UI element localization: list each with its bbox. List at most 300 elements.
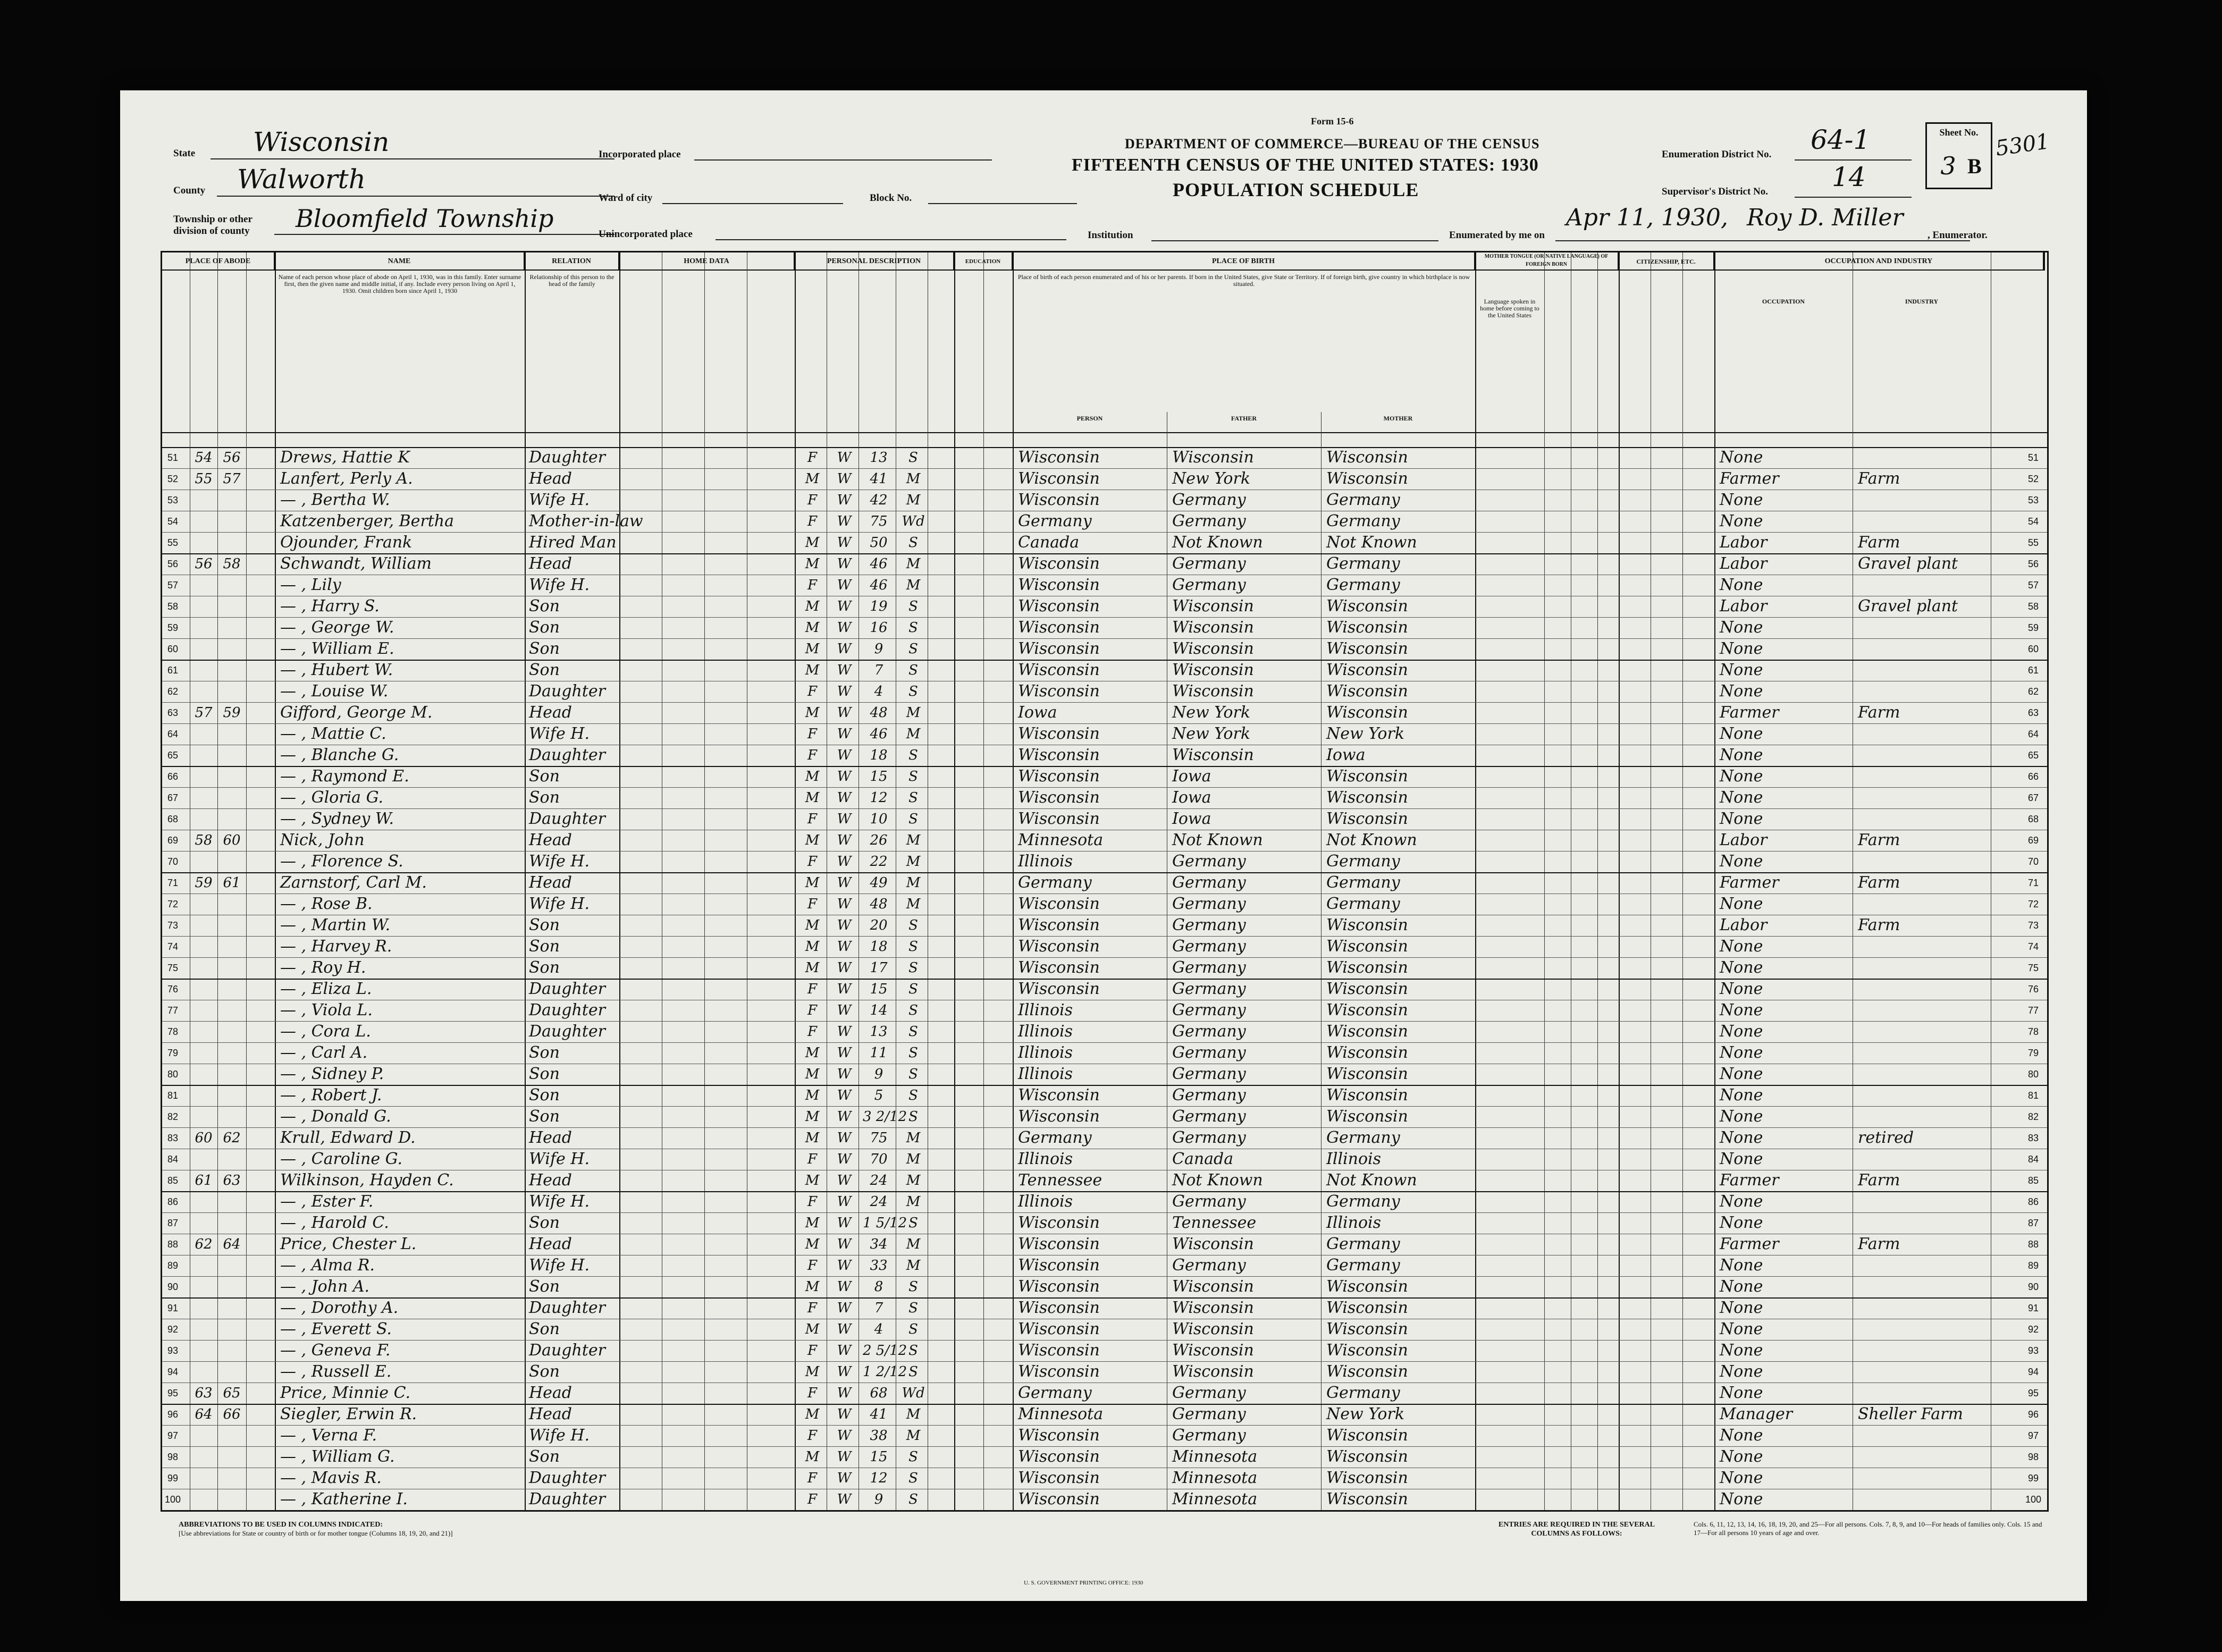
dwelling-number [190, 617, 217, 638]
family-number [217, 532, 246, 553]
person-name: — , Geneva F. [280, 1341, 391, 1360]
relation: Son [529, 1447, 560, 1466]
mother-birthplace: Germany [1326, 1192, 1400, 1211]
occupation: Farmer [1720, 703, 1779, 722]
father-birthplace: Not Known [1172, 831, 1263, 849]
marital: S [908, 1066, 918, 1082]
line-number: 78 [167, 1026, 179, 1037]
father-birthplace: Wisconsin [1172, 1235, 1254, 1253]
marital: M [906, 556, 921, 572]
supervisor-value: 14 [1832, 162, 1866, 192]
person-name: — , Russell E. [280, 1362, 392, 1381]
father-birthplace: Germany [1172, 554, 1246, 573]
sex: M [805, 1321, 820, 1337]
occupation: None [1720, 1320, 1763, 1338]
sex: F [807, 1343, 818, 1359]
sex: F [807, 981, 818, 997]
line-number-right: 80 [2027, 1069, 2039, 1080]
industry: Farm [1858, 703, 1900, 722]
mother-birthplace: Germany [1326, 491, 1400, 509]
person-name: — , Hubert W. [280, 661, 393, 679]
dwelling-number [190, 1297, 217, 1319]
line-number-right: 57 [2027, 580, 2039, 591]
mother-birthplace: Wisconsin [1326, 1490, 1408, 1508]
person-name: — , Rose B. [280, 895, 373, 913]
age: 26 [870, 832, 888, 848]
relation: Wife H. [529, 895, 590, 913]
race: W [837, 1258, 852, 1274]
race: W [837, 1194, 852, 1210]
line-number: 82 [167, 1111, 179, 1122]
relation: Son [529, 767, 560, 786]
line-number-right: 59 [2027, 622, 2039, 633]
race: W [837, 1066, 852, 1082]
table-row [162, 1468, 2047, 1489]
enumerator-name: Roy D. Miller [1747, 204, 1904, 231]
relation: Head [529, 1171, 573, 1190]
race: W [837, 1130, 852, 1146]
table-row [162, 1489, 2047, 1511]
industry [1858, 1000, 1991, 1021]
family-number [217, 1276, 246, 1297]
father-birthplace: Germany [1172, 491, 1246, 509]
mother-birthplace: Germany [1326, 1384, 1400, 1402]
marital: M [906, 1428, 921, 1444]
race: W [837, 1236, 852, 1252]
age: 1 2/12 [863, 1364, 907, 1380]
occupation: None [1720, 980, 1763, 998]
marital: M [906, 1130, 921, 1146]
line-number-right: 53 [2027, 495, 2039, 505]
table-row [162, 851, 2047, 873]
sex: F [807, 1470, 818, 1486]
family-number [217, 596, 246, 617]
person-name: — , Viola L. [280, 1001, 373, 1019]
father-birthplace: Germany [1172, 512, 1246, 530]
occupation: None [1720, 1213, 1763, 1232]
father-birthplace: Germany [1172, 1022, 1246, 1041]
sex: M [805, 1130, 820, 1146]
mother-birthplace: New York [1326, 724, 1404, 743]
line-number-right: 86 [2027, 1196, 2039, 1207]
relation: Son [529, 1107, 560, 1126]
age: 15 [870, 981, 888, 997]
father-birthplace: Canada [1172, 1150, 1234, 1168]
father-birthplace: Germany [1172, 1043, 1246, 1062]
industry [1858, 808, 1991, 830]
birthplace: Wisconsin [1018, 618, 1100, 637]
line-number: 66 [167, 771, 179, 782]
line-number: 89 [167, 1260, 179, 1271]
table-row [162, 723, 2047, 745]
dwelling-number [190, 1106, 217, 1127]
industry [1858, 1297, 1991, 1319]
marital: S [908, 811, 918, 827]
age: 9 [874, 1491, 883, 1507]
relation: Head [529, 831, 573, 849]
occupation: Farmer [1720, 469, 1779, 488]
birthplace: Illinois [1018, 1150, 1073, 1168]
line-number-right: 88 [2027, 1239, 2039, 1250]
birth-column-header: Place of birth of each person enumerated and of his or her parents. If born in the United States, give State or Territory. If of foreign birth, give country in which birthplace is now situated. [1017, 273, 1470, 288]
county-label: County [173, 185, 206, 196]
person-name: — , Ester F. [280, 1192, 374, 1211]
line-number-right: 82 [2027, 1111, 2039, 1122]
family-number [217, 851, 246, 872]
relation: Wife H. [529, 576, 590, 594]
mother-birthplace: Wisconsin [1326, 1341, 1408, 1360]
table-row [162, 1042, 2047, 1064]
line-number: 51 [167, 452, 179, 463]
occupation: None [1720, 746, 1763, 764]
line-number: 56 [167, 559, 179, 569]
marital: M [906, 577, 921, 593]
mother-birthplace: Wisconsin [1326, 639, 1408, 658]
birthplace: Wisconsin [1018, 916, 1100, 934]
mother-birthplace: Germany [1326, 1235, 1400, 1253]
birthplace: Wisconsin [1018, 682, 1100, 701]
sex: F [807, 1258, 818, 1274]
table-row [162, 681, 2047, 703]
marital: S [908, 1321, 918, 1337]
race: W [837, 832, 852, 848]
father-birthplace: Germany [1172, 895, 1246, 913]
family-number [217, 1212, 246, 1234]
marital: S [908, 662, 918, 678]
department-title: DEPARTMENT OF COMMERCE—BUREAU OF THE CENSUS [1125, 136, 1540, 151]
father-birthplace: Germany [1172, 1086, 1246, 1105]
dwelling-number [190, 681, 217, 702]
sex: F [807, 577, 818, 593]
line-number: 85 [167, 1175, 179, 1186]
father-birthplace: Germany [1172, 980, 1246, 998]
occupation: None [1720, 1447, 1763, 1466]
occupation: Labor [1720, 916, 1768, 934]
birthplace: Germany [1018, 1128, 1092, 1147]
age: 75 [870, 513, 888, 529]
family-number [217, 1085, 246, 1106]
race: W [837, 1364, 852, 1380]
race: W [837, 917, 852, 933]
race: W [837, 1470, 852, 1486]
father-birthplace: Germany [1172, 1128, 1246, 1147]
age: 14 [870, 1002, 888, 1018]
person-name: Lanfert, Perly A. [280, 469, 413, 488]
table-row [162, 1340, 2047, 1362]
line-number: 88 [167, 1239, 179, 1250]
dwelling-number [190, 745, 217, 766]
line-number: 97 [167, 1430, 179, 1441]
sex: M [805, 1215, 820, 1231]
mother-birthplace: Wisconsin [1326, 1426, 1408, 1445]
relation: Daughter [529, 1341, 605, 1360]
dwelling-number [190, 851, 217, 872]
person-name: Krull, Edward D. [280, 1128, 416, 1147]
mother-birthplace: Germany [1326, 852, 1400, 871]
industry [1858, 957, 1991, 979]
line-number: 77 [167, 1005, 179, 1016]
marital: M [906, 705, 921, 721]
age: 13 [870, 450, 888, 466]
age: 42 [870, 492, 888, 508]
line-number: 59 [167, 622, 179, 633]
industry [1858, 1340, 1991, 1361]
sex: F [807, 896, 818, 912]
father-birthplace: Wisconsin [1172, 1299, 1254, 1317]
marital: S [908, 1449, 918, 1465]
industry [1858, 979, 1991, 1000]
race: W [837, 1343, 852, 1359]
line-number-right: 81 [2027, 1090, 2039, 1101]
line-number: 79 [167, 1048, 179, 1058]
line-number: 54 [167, 516, 179, 527]
relation: Wife H. [529, 491, 590, 509]
industry [1858, 1191, 1991, 1212]
person-name: Katzenberger, Bertha [280, 512, 454, 530]
sex: M [805, 1066, 820, 1082]
line-number-right: 90 [2027, 1282, 2039, 1292]
marital: S [908, 1343, 918, 1359]
father-column-header: FATHER [1231, 415, 1257, 422]
relation: Daughter [529, 1469, 605, 1487]
father-birthplace: Wisconsin [1172, 639, 1254, 658]
age: 48 [870, 896, 888, 912]
mother-birthplace: Germany [1326, 873, 1400, 892]
dwelling-number: 55 [195, 471, 213, 487]
age: 12 [870, 790, 888, 806]
age: 2 5/12 [863, 1343, 907, 1359]
dwelling-number: 59 [195, 875, 213, 891]
table-row [162, 1404, 2047, 1426]
marital: M [906, 1258, 921, 1274]
person-name: — , Caroline G. [280, 1150, 403, 1168]
sex: M [805, 1364, 820, 1380]
sex: M [805, 599, 820, 614]
sex: M [805, 705, 820, 721]
occupation: None [1720, 618, 1763, 637]
father-birthplace: Iowa [1172, 767, 1211, 786]
dwelling-number [190, 1319, 217, 1340]
person-column-header: PERSON [1076, 415, 1103, 422]
industry [1858, 1276, 1991, 1297]
person-name: Zarnstorf, Carl M. [280, 873, 427, 892]
sheet-letter: B [1967, 154, 1982, 178]
printer-note: U. S. GOVERNMENT PRINTING OFFICE: 1930 [1024, 1580, 1143, 1586]
line-number-right: 62 [2027, 686, 2039, 697]
person-name: — , Raymond E. [280, 767, 409, 786]
table-row [162, 1425, 2047, 1447]
industry [1858, 1383, 1991, 1404]
line-number-right: 94 [2027, 1367, 2039, 1377]
dwelling-number [190, 1425, 217, 1446]
line-number: 62 [167, 686, 179, 697]
family-number [217, 1064, 246, 1085]
abbreviations-title: ABBREVIATIONS TO BE USED IN COLUMNS INDICATED: [179, 1521, 383, 1529]
dwelling-number [190, 1191, 217, 1212]
table-row [162, 979, 2047, 1000]
relation: Hired Man [529, 533, 617, 552]
age: 3 2/12 [863, 1109, 907, 1125]
line-number: 63 [167, 707, 179, 718]
age: 10 [870, 811, 888, 827]
dwelling-number [190, 915, 217, 936]
race: W [837, 556, 852, 572]
relation: Son [529, 1213, 560, 1232]
table-row [162, 660, 2047, 681]
person-name: Drews, Hattie K [280, 448, 410, 467]
marital: M [906, 854, 921, 870]
race: W [837, 705, 852, 721]
family-number: 61 [223, 875, 241, 891]
sex: M [805, 1109, 820, 1125]
birthplace: Illinois [1018, 1192, 1073, 1211]
race: W [837, 599, 852, 614]
marital: S [908, 981, 918, 997]
relation: Son [529, 1320, 560, 1338]
line-number: 86 [167, 1196, 179, 1207]
language-column-header: Language spoken in home before coming to the United States [1480, 298, 1539, 319]
dwelling-number [190, 511, 217, 532]
dwelling-number [190, 1042, 217, 1064]
birthplace: Wisconsin [1018, 1490, 1100, 1508]
industry: Farm [1858, 1171, 1900, 1190]
birthplace: Wisconsin [1018, 1469, 1100, 1487]
occupation: None [1720, 1192, 1763, 1211]
relation: Son [529, 618, 560, 637]
table-row [162, 1127, 2047, 1149]
table-row [162, 745, 2047, 767]
father-birthplace: Wisconsin [1172, 746, 1254, 764]
race: W [837, 577, 852, 593]
race: W [837, 1088, 852, 1103]
family-number [217, 936, 246, 957]
birthplace: Wisconsin [1018, 895, 1100, 913]
occupation: None [1720, 1277, 1763, 1296]
sex: M [805, 556, 820, 572]
birthplace: Iowa [1018, 703, 1057, 722]
table-row [162, 1361, 2047, 1383]
line-number-right: 85 [2027, 1175, 2039, 1186]
occupation: None [1720, 1490, 1763, 1508]
occupation: None [1720, 1299, 1763, 1317]
relation: Wife H. [529, 724, 590, 743]
relation: Son [529, 916, 560, 934]
line-number: 87 [167, 1218, 179, 1228]
birthplace: Wisconsin [1018, 1320, 1100, 1338]
line-number-right: 71 [2027, 878, 2039, 888]
occupation-column-header: OCCUPATION [1762, 298, 1805, 305]
mother-birthplace: Wisconsin [1326, 1362, 1408, 1381]
marital: Wd [902, 513, 925, 529]
line-number: 70 [167, 856, 179, 867]
group-relation: RELATION [525, 252, 619, 271]
marital: S [908, 960, 918, 976]
family-number: 66 [223, 1406, 241, 1422]
marital: M [906, 1406, 921, 1422]
sex: M [805, 535, 820, 551]
father-birthplace: Germany [1172, 852, 1246, 871]
age: 46 [870, 577, 888, 593]
father-birthplace: Germany [1172, 1256, 1246, 1275]
industry: Farm [1858, 916, 1900, 934]
relation: Daughter [529, 1022, 605, 1041]
industry: Sheller Farm [1858, 1405, 1963, 1423]
race: W [837, 1173, 852, 1189]
age: 68 [870, 1385, 888, 1401]
mother-birthplace: Illinois [1326, 1150, 1382, 1168]
relation: Son [529, 597, 560, 616]
table-row [162, 1255, 2047, 1277]
sex: M [805, 1045, 820, 1061]
family-number: 64 [223, 1236, 241, 1252]
industry [1858, 660, 1991, 681]
age: 24 [870, 1194, 888, 1210]
line-number: 58 [167, 601, 179, 612]
supervisor-label: Supervisor's District No. [1662, 186, 1769, 197]
dwelling-number: 58 [195, 832, 213, 848]
group-mother-tongue: MOTHER TONGUE (OR NATIVE LANGUAGE) OF FOREIGN BORN [1475, 252, 1619, 271]
dwelling-number [190, 1276, 217, 1297]
group-citizenship: CITIZENSHIP, ETC. [1619, 252, 1714, 271]
line-number-right: 65 [2027, 750, 2039, 761]
census-sheet [120, 90, 2087, 1601]
birthplace: Wisconsin [1018, 746, 1100, 764]
mother-birthplace: Wisconsin [1326, 1043, 1408, 1062]
father-birthplace: Germany [1172, 1001, 1246, 1019]
dwelling-number: 54 [195, 450, 213, 466]
birthplace: Wisconsin [1018, 1362, 1100, 1381]
sex: F [807, 1002, 818, 1018]
sex: M [805, 620, 820, 636]
birthplace: Canada [1018, 533, 1080, 552]
birthplace: Minnesota [1018, 1405, 1104, 1423]
age: 20 [870, 917, 888, 933]
marital: S [908, 1470, 918, 1486]
occupation: None [1720, 958, 1763, 977]
person-name: — , Blanche G. [280, 746, 399, 764]
table-row [162, 1170, 2047, 1192]
birthplace: Illinois [1018, 1043, 1073, 1062]
family-number [217, 1468, 246, 1489]
sex: F [807, 747, 818, 763]
birthplace: Wisconsin [1018, 1299, 1100, 1317]
birthplace: Wisconsin [1018, 554, 1100, 573]
marital: S [908, 641, 918, 657]
person-name: — , Bertha W. [280, 491, 390, 509]
table-row [162, 1383, 2047, 1405]
sheet-number-box [1925, 122, 1992, 189]
line-number: 91 [167, 1303, 179, 1313]
race: W [837, 620, 852, 636]
line-number-right: 69 [2027, 835, 2039, 846]
family-number [217, 979, 246, 1000]
relation: Daughter [529, 810, 605, 828]
father-birthplace: Wisconsin [1172, 597, 1254, 616]
dwelling-number [190, 532, 217, 553]
mother-birthplace: Wisconsin [1326, 1022, 1408, 1041]
table-row [162, 596, 2047, 618]
line-number-right: 77 [2027, 1005, 2039, 1016]
race: W [837, 1321, 852, 1337]
occupation: None [1720, 1001, 1763, 1019]
occupation: None [1720, 576, 1763, 594]
race: W [837, 811, 852, 827]
occupation: None [1720, 810, 1763, 828]
mother-birthplace: Wisconsin [1326, 661, 1408, 679]
mother-birthplace: Wisconsin [1326, 767, 1408, 786]
age: 70 [870, 1151, 888, 1167]
person-name: — , Sidney P. [280, 1065, 384, 1083]
